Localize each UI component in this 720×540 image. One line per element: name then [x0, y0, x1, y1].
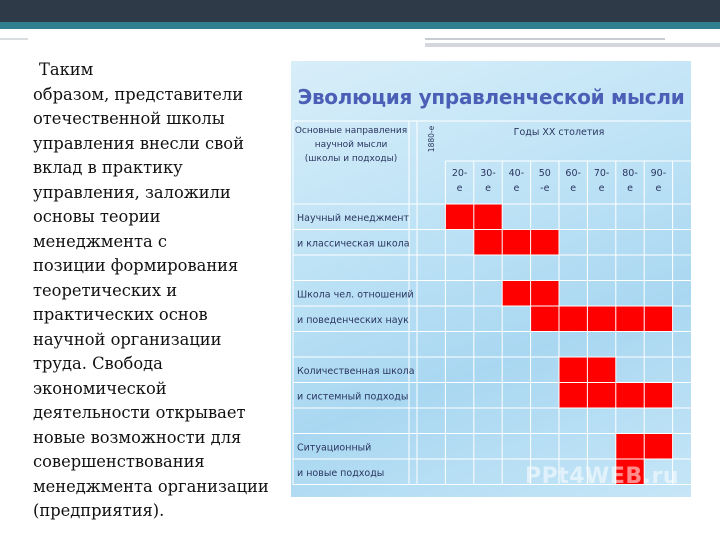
- text-line: практических основ: [33, 305, 208, 324]
- text-line: труда. Свобода: [33, 354, 163, 373]
- text-line: основы теории: [33, 207, 161, 226]
- row-label: и новые подходы: [297, 468, 385, 479]
- timeline-bar: [616, 306, 644, 332]
- column-label: 20-: [451, 168, 468, 179]
- column-label: 30-: [480, 168, 496, 179]
- column-label: 80-: [622, 168, 638, 179]
- row-label: Научный менеджмент: [297, 213, 410, 224]
- column-label: 60-: [565, 168, 581, 179]
- row-label: Ситуационный: [297, 442, 372, 454]
- row-label: и классическая школа: [297, 238, 410, 250]
- timeline-bar: [531, 306, 559, 332]
- text-line: управления внесли свой: [33, 133, 244, 153]
- column-label: 40-: [508, 168, 525, 179]
- column-label: е: [485, 183, 491, 194]
- column-label: е: [513, 183, 520, 194]
- decor-line: [425, 43, 720, 47]
- row-header-text: научной мысли: [314, 140, 388, 150]
- row-label: Школа чел. отношений: [297, 289, 414, 301]
- text-line: (предприятия).: [33, 501, 165, 520]
- watermark-text: PPt4WEB.ru: [524, 464, 679, 489]
- text-line: образом, представители: [33, 84, 244, 104]
- column-label: е: [456, 183, 463, 194]
- timeline-bar: [644, 383, 672, 409]
- column-label: е: [598, 183, 605, 194]
- evolution-chart-figure: [291, 61, 691, 497]
- row-header-text: Основные направления: [294, 126, 408, 136]
- timeline-bar: [644, 434, 672, 460]
- evolution-table-chart: [291, 61, 691, 497]
- column-label: -е: [540, 183, 550, 194]
- slide-body-text: [33, 58, 295, 524]
- column-label: е: [570, 183, 577, 194]
- timeline-bar: [502, 230, 530, 256]
- text-line: совершенствования: [33, 452, 205, 471]
- column-label: 70-: [593, 168, 610, 179]
- text-line: управления, заложили: [33, 182, 231, 202]
- timeline-bar: [559, 306, 587, 332]
- row-header-text: (школы и подходы): [304, 154, 398, 164]
- timeline-bar: [587, 306, 615, 332]
- timeline-bar: [502, 281, 530, 307]
- text-line: отечественной школы: [33, 109, 225, 128]
- column-label: 90-: [650, 168, 667, 179]
- timeline-bar: [616, 383, 644, 409]
- text-line: Таким: [39, 60, 94, 79]
- text-line: вклад в практику: [33, 158, 183, 177]
- column-label: 50: [538, 168, 551, 179]
- row-label: и поведенческих наук: [297, 315, 409, 326]
- text-line: научной организации: [33, 329, 222, 349]
- chart-title: Эволюция управленческой мысли: [297, 85, 685, 109]
- text-line: экономической: [33, 378, 167, 398]
- timeline-bar: [531, 281, 559, 307]
- decor-line: [0, 38, 28, 40]
- column-label: е: [655, 183, 662, 194]
- timeline-bar: [644, 306, 672, 332]
- column-label: е: [627, 183, 633, 194]
- text-line: позиции формирования: [33, 256, 239, 275]
- year-header-text: Годы XX столетия: [513, 127, 605, 138]
- text-line: менеджмента с: [33, 231, 167, 251]
- top-accent-stripe: [0, 22, 720, 29]
- first-column-label: 1880-е: [427, 125, 437, 153]
- text-line: деятельности открывает: [33, 403, 246, 422]
- decor-line: [425, 38, 665, 40]
- timeline-bar: [474, 230, 502, 256]
- timeline-bar: [616, 434, 644, 460]
- top-header-bar: [0, 0, 720, 22]
- timeline-bar: [587, 357, 615, 383]
- row-label: и системный подходы: [297, 391, 409, 403]
- timeline-bar: [445, 204, 473, 230]
- timeline-bar: [587, 383, 615, 409]
- text-line: теоретических и: [33, 280, 178, 300]
- timeline-bar: [474, 204, 502, 230]
- text-line: новые возможности для: [33, 427, 242, 447]
- timeline-bar: [531, 230, 559, 256]
- row-label: Количественная школа: [297, 366, 415, 377]
- text-line: менеджмента организации: [33, 476, 269, 496]
- timeline-bar: [559, 357, 587, 383]
- timeline-bar: [559, 383, 587, 409]
